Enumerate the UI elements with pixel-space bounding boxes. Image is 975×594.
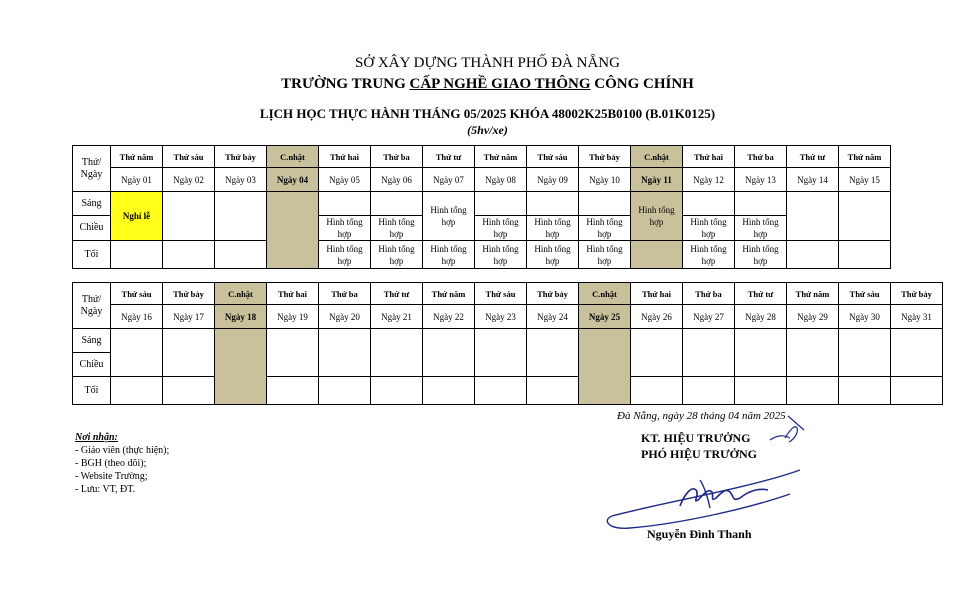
date-cell: Ngày 21 bbox=[371, 305, 423, 329]
empty-cell bbox=[267, 329, 319, 377]
empty-cell bbox=[839, 192, 891, 241]
date-cell: Ngày 01 bbox=[111, 168, 163, 192]
empty-cell bbox=[579, 192, 631, 216]
recipient-item: - BGH (theo dõi); bbox=[75, 458, 147, 469]
date-cell: Ngày 16 bbox=[111, 305, 163, 329]
empty-cell bbox=[787, 241, 839, 269]
recipients-title: Nơi nhận: bbox=[75, 432, 118, 443]
empty-cell bbox=[423, 329, 475, 377]
weekday-cell: C.nhật bbox=[215, 283, 267, 305]
date-cell: Ngày 17 bbox=[163, 305, 215, 329]
date-cell: Ngày 27 bbox=[683, 305, 735, 329]
date-cell: Ngày 12 bbox=[683, 168, 735, 192]
session-cell: Hình tổng hợp bbox=[527, 241, 579, 269]
empty-cell bbox=[319, 329, 371, 377]
empty-cell bbox=[683, 192, 735, 216]
empty-cell bbox=[163, 192, 215, 241]
session-cell: Hình tổng hợp bbox=[475, 241, 527, 269]
weekday-cell: Thứ năm bbox=[475, 146, 527, 168]
session-cell: Hình tổng hợp bbox=[423, 192, 475, 241]
handwritten-signature bbox=[600, 408, 820, 533]
date-cell: Ngày 23 bbox=[475, 305, 527, 329]
weekday-cell: Thứ bảy bbox=[215, 146, 267, 168]
empty-cell bbox=[891, 377, 943, 405]
empty-cell bbox=[787, 329, 839, 377]
empty-cell bbox=[319, 377, 371, 405]
sunday-cell bbox=[579, 329, 631, 405]
recipients-block bbox=[75, 431, 169, 496]
session-cell: Hình tổng hợp bbox=[683, 241, 735, 269]
weekday-cell: Thứ bảy bbox=[163, 283, 215, 305]
empty-cell bbox=[735, 329, 787, 377]
empty-cell bbox=[527, 329, 579, 377]
weekday-cell: Thứ sáu bbox=[475, 283, 527, 305]
empty-cell bbox=[215, 241, 267, 269]
date-cell: Ngày 11 bbox=[631, 168, 683, 192]
row-label-morning: Sáng bbox=[73, 192, 111, 216]
date-cell: Ngày 31 bbox=[891, 305, 943, 329]
empty-cell bbox=[735, 377, 787, 405]
empty-cell bbox=[735, 192, 787, 216]
weekday-cell: C.nhật bbox=[579, 283, 631, 305]
session-cell: Hình tổng hợp bbox=[423, 241, 475, 269]
date-cell: Ngày 25 bbox=[579, 305, 631, 329]
recipient-item: - Giáo viên (thực hiện); bbox=[75, 445, 170, 456]
weekday-cell: Thứ hai bbox=[631, 283, 683, 305]
session-cell: Hình tổng hợp bbox=[735, 216, 787, 241]
empty-cell bbox=[267, 377, 319, 405]
session-cell: Hình tổng hợp bbox=[579, 216, 631, 241]
weekday-cell: Thứ tư bbox=[423, 146, 475, 168]
date-cell: Ngày 20 bbox=[319, 305, 371, 329]
empty-cell bbox=[631, 329, 683, 377]
row-label-afternoon: Chiều bbox=[73, 353, 111, 377]
weekday-cell: Thứ tư bbox=[371, 283, 423, 305]
weekday-cell: C.nhật bbox=[631, 146, 683, 168]
session-cell: Hình tổng hợp bbox=[475, 216, 527, 241]
date-cell: Ngày 07 bbox=[423, 168, 475, 192]
empty-cell bbox=[891, 329, 943, 377]
empty-cell bbox=[787, 192, 839, 241]
session-cell: Hình tổng hợp bbox=[371, 241, 423, 269]
weekday-cell: Thứ sáu bbox=[163, 146, 215, 168]
date-cell: Ngày 05 bbox=[319, 168, 371, 192]
weekday-cell: Thứ sáu bbox=[527, 146, 579, 168]
weekday-cell: C.nhật bbox=[267, 146, 319, 168]
signer-name: Nguyễn Đình Thanh bbox=[647, 527, 752, 541]
empty-cell bbox=[683, 377, 735, 405]
empty-cell bbox=[215, 192, 267, 241]
empty-cell bbox=[787, 377, 839, 405]
signing-date: Đà Nẵng, ngày 28 tháng 04 năm 2025 bbox=[617, 410, 786, 422]
empty-cell bbox=[163, 241, 215, 269]
session-cell: Hình tổng hợp bbox=[319, 241, 371, 269]
empty-cell bbox=[163, 329, 215, 377]
date-cell: Ngày 03 bbox=[215, 168, 267, 192]
school-name-part3: CÔNG CHÍNH bbox=[590, 76, 694, 92]
agency-name: SỞ XÂY DỰNG THÀNH PHỐ ĐÀ NẴNG bbox=[355, 55, 620, 71]
date-cell: Ngày 15 bbox=[839, 168, 891, 192]
empty-cell bbox=[475, 192, 527, 216]
session-cell: Hình tổng hợp bbox=[683, 216, 735, 241]
date-cell: Ngày 10 bbox=[579, 168, 631, 192]
session-cell: Hình tổng hợp bbox=[735, 241, 787, 269]
signer-role-1: KT. HIỆU TRƯỞNG bbox=[641, 431, 751, 445]
weekday-cell: Thứ ba bbox=[319, 283, 371, 305]
date-cell: Ngày 14 bbox=[787, 168, 839, 192]
weekday-cell: Thứ ba bbox=[735, 146, 787, 168]
date-cell: Ngày 18 bbox=[215, 305, 267, 329]
schedule-table-week1 bbox=[72, 145, 891, 269]
weekday-cell: Thứ sáu bbox=[111, 283, 163, 305]
weekday-cell: Thứ hai bbox=[683, 146, 735, 168]
corner-label: Thứ/ Ngày bbox=[73, 146, 111, 192]
weekday-cell: Thứ năm bbox=[111, 146, 163, 168]
date-cell: Ngày 02 bbox=[163, 168, 215, 192]
date-cell: Ngày 08 bbox=[475, 168, 527, 192]
empty-cell bbox=[319, 192, 371, 216]
empty-cell bbox=[527, 192, 579, 216]
corner-label: Thứ/ Ngày bbox=[73, 283, 111, 329]
recipient-item: - Lưu: VT, ĐT. bbox=[75, 484, 136, 495]
weekday-cell: Thứ tư bbox=[787, 146, 839, 168]
school-name-part1: TRƯỜNG TRUNG bbox=[281, 76, 410, 92]
empty-cell bbox=[475, 329, 527, 377]
weekday-cell: Thứ bảy bbox=[891, 283, 943, 305]
empty-cell bbox=[371, 377, 423, 405]
empty-cell bbox=[111, 329, 163, 377]
empty-cell bbox=[839, 377, 891, 405]
weekday-cell: Thứ hai bbox=[319, 146, 371, 168]
schedule-title: LỊCH HỌC THỰC HÀNH THÁNG 05/2025 KHÓA 48002K25B0100 (B.01K0125) bbox=[259, 106, 716, 121]
empty-cell bbox=[475, 377, 527, 405]
session-cell: Hình tổng hợp bbox=[631, 192, 683, 241]
school-name bbox=[0, 76, 975, 93]
session-cell: Hình tổng hợp bbox=[527, 216, 579, 241]
weekday-cell: Thứ hai bbox=[267, 283, 319, 305]
row-label-morning: Sáng bbox=[73, 329, 111, 353]
empty-cell bbox=[683, 329, 735, 377]
empty-cell bbox=[163, 377, 215, 405]
row-label-afternoon: Chiều bbox=[73, 216, 111, 241]
weekday-cell: Thứ ba bbox=[371, 146, 423, 168]
sunday-cell bbox=[267, 192, 319, 269]
date-cell: Ngày 24 bbox=[527, 305, 579, 329]
date-cell: Ngày 26 bbox=[631, 305, 683, 329]
empty-cell bbox=[111, 377, 163, 405]
date-cell: Ngày 13 bbox=[735, 168, 787, 192]
session-cell: Hình tổng hợp bbox=[319, 216, 371, 241]
sunday-cell bbox=[215, 329, 267, 405]
empty-cell bbox=[631, 377, 683, 405]
empty-cell bbox=[839, 241, 891, 269]
empty-cell bbox=[423, 377, 475, 405]
school-name-part2: CẤP NGHỀ GIAO THÔNG bbox=[409, 76, 591, 92]
recipient-item: - Website Trường; bbox=[75, 471, 148, 482]
weekday-cell: Thứ bảy bbox=[527, 283, 579, 305]
date-cell: Ngày 09 bbox=[527, 168, 579, 192]
date-cell: Ngày 19 bbox=[267, 305, 319, 329]
date-cell: Ngày 22 bbox=[423, 305, 475, 329]
empty-cell bbox=[839, 329, 891, 377]
weekday-cell: Thứ bảy bbox=[579, 146, 631, 168]
signer-role-2: PHÓ HIỆU TRƯỞNG bbox=[641, 447, 758, 461]
weekday-cell: Thứ ba bbox=[683, 283, 735, 305]
session-cell: Hình tổng hợp bbox=[579, 241, 631, 269]
date-cell: Ngày 04 bbox=[267, 168, 319, 192]
date-cell: Ngày 30 bbox=[839, 305, 891, 329]
weekday-cell: Thứ sáu bbox=[839, 283, 891, 305]
sunday-cell bbox=[631, 241, 683, 269]
session-cell: Hình tổng hợp bbox=[371, 216, 423, 241]
date-cell: Ngày 29 bbox=[787, 305, 839, 329]
empty-cell bbox=[371, 329, 423, 377]
row-label-evening: Tối bbox=[73, 241, 111, 269]
weekday-cell: Thứ tư bbox=[735, 283, 787, 305]
weekday-cell: Thứ năm bbox=[787, 283, 839, 305]
row-label-evening: Tối bbox=[73, 377, 111, 405]
schedule-subtitle: (5hv/xe) bbox=[467, 123, 508, 137]
date-cell: Ngày 06 bbox=[371, 168, 423, 192]
empty-cell bbox=[527, 377, 579, 405]
empty-cell bbox=[371, 192, 423, 216]
empty-cell bbox=[111, 241, 163, 269]
schedule-table-week2 bbox=[72, 282, 943, 405]
holiday-cell: Nghỉ lễ bbox=[111, 192, 163, 241]
date-cell: Ngày 28 bbox=[735, 305, 787, 329]
weekday-cell: Thứ năm bbox=[423, 283, 475, 305]
weekday-cell: Thứ năm bbox=[839, 146, 891, 168]
